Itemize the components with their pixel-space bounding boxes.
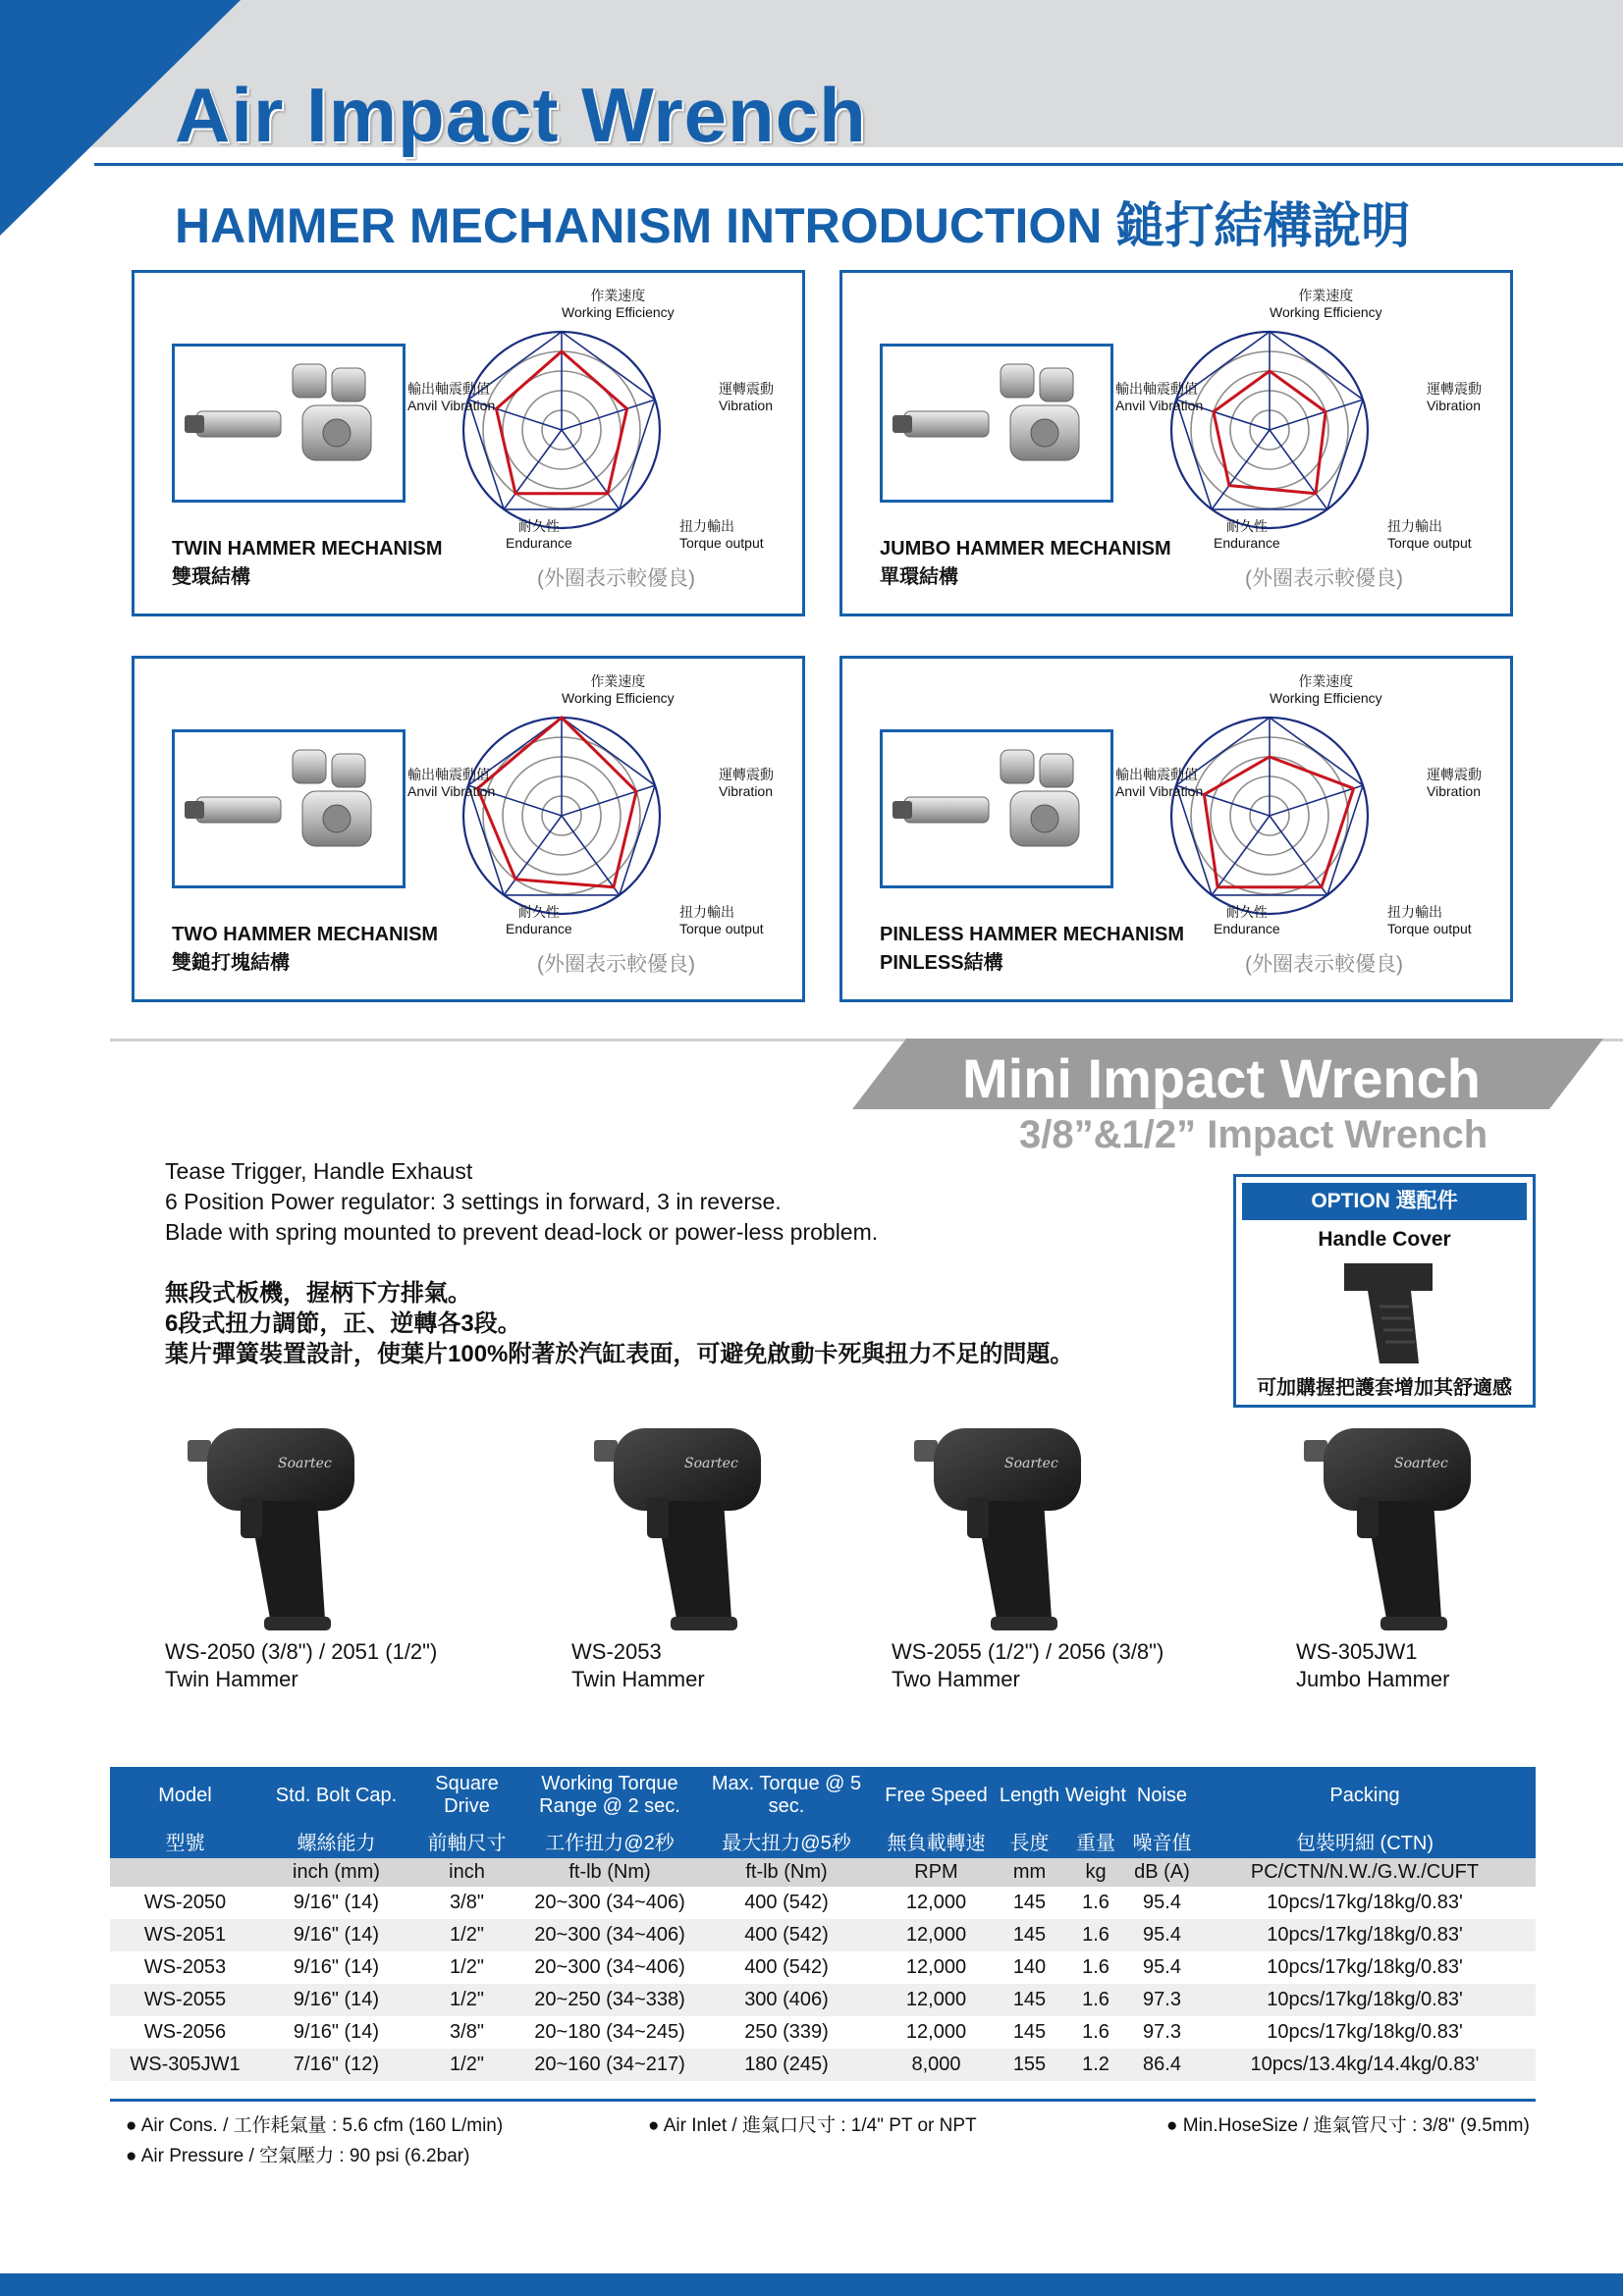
tool-hammer-type: Jumbo Hammer [1296,1667,1450,1691]
table-cell: 20~250 (34~338) [521,1984,698,2016]
mechanism-parts-illustration [883,732,1110,885]
section-heading: HAMMER MECHANISM INTRODUCTION 鎚打結構說明 [175,198,1411,253]
tool-hammer-type: Two Hammer [892,1667,1020,1691]
table-cell: 1/2" [412,1919,521,1951]
brand-label: Soartec [278,1456,332,1471]
table-cell: 1/2" [450,1956,484,1978]
impact-wrench-image [180,1399,376,1634]
table-units-row [110,1858,1536,1887]
table-cell: 9/16" (14) [293,1956,380,1978]
table-cell: 9/16" (14) [293,2021,380,2043]
table-cell: 300 (406) [698,1984,875,2016]
table-cell: dB (A) [1130,1858,1194,1887]
table-cell: 95.4 [1130,1919,1194,1951]
spec-table [110,1767,1536,2081]
table-cell: 12,000 [905,2021,967,2043]
table-cell: 12,000 [875,1984,998,2016]
option-item: Handle Cover [1318,1228,1451,1251]
table-cell: 1/2" [412,2049,521,2081]
table-cell: 20~300 (34~406) [534,1956,685,1978]
tool-model: WS-305JW1 [1296,1639,1418,1664]
radar-label-anvil-vibration: 輸出軸震動值 Anvil Vibration [407,381,496,413]
table-row [110,1919,1536,1951]
table-cell: 前軸尺寸 [412,1824,521,1858]
table-cell: 10pcs/13.4kg/14.4kg/0.83' [1194,2049,1536,2081]
footer-band [0,2273,1623,2296]
table-cell: 12,000 [905,1892,967,1913]
table-cell: 12,000 [905,1956,967,1978]
mechanism-photo [880,729,1113,888]
table-cell: 250 (339) [744,2021,829,2043]
table-cell: 1.2 [1061,2049,1130,2081]
table-cell: 20~160 (34~217) [521,2049,698,2081]
mechanism-photo [880,344,1113,503]
mechanism-name-cn: 單環結構 [880,566,958,588]
table-cell: 1.6 [1082,1956,1109,1978]
mechanism-parts-illustration [883,347,1110,500]
table-cell: 97.3 [1143,2021,1181,2043]
note-min-hose-size: ● Min.HoseSize / 進氣管尺寸 : 3/8" (9.5mm) [1166,2115,1530,2136]
table-cell: WS-2053 [143,1956,227,1978]
radar-legend-note: (外圈表示較優良) [1245,567,1403,590]
table-cell [110,1858,260,1887]
mechanism-name-cn: PINLESS結構 [880,952,1003,974]
table-cell: WS-305JW1 [110,2049,260,2081]
table-cell: 145 [998,1984,1061,2016]
mechanism-parts-illustration [175,347,403,500]
table-cell: 1.6 [1061,1984,1130,2016]
mechanism-photo [172,729,406,888]
title-rule [94,163,1623,166]
table-cell: 10pcs/17kg/18kg/0.83' [1267,2021,1463,2043]
table-cell: 無負載轉速 [875,1824,998,1858]
mechanism-panel-2 [839,270,1513,616]
table-cell: 10pcs/17kg/18kg/0.83' [1267,1956,1463,1978]
radar-label-endurance: 耐久性 Endurance [1214,904,1280,936]
table-cell: Max. Torque @ 5 sec. [698,1767,875,1824]
table-cell: 12,000 [875,1919,998,1951]
mechanism-panel-1 [132,270,805,616]
table-cell: Std. Bolt Cap. [260,1767,412,1824]
table-row [110,1984,1536,2016]
table-cell: 97.3 [1130,1984,1194,2016]
table-cell: 噪音值 [1130,1824,1194,1858]
tool-model: WS-2055 (1/2") / 2056 (3/8") [892,1639,1164,1664]
table-cell: 145 [1012,2021,1047,2043]
table-cell: 400 (542) [744,1892,829,1913]
table-cell: 最大扭力@5秒 [698,1824,875,1858]
feature-line-1: Tease Trigger, Handle Exhaust [165,1158,473,1184]
tool-item-4 [1296,1399,1492,1691]
table-cell: 95.4 [1143,1956,1181,1978]
table-cell: Noise [1130,1767,1194,1824]
radar-score-polygon [477,718,636,887]
mechanism-name: TWO HAMMER MECHANISM [172,924,439,945]
note-air-inlet: ● Air Inlet / 進氣口尺寸 : 1/4" PT or NPT [648,2115,977,2136]
table-cell: WS-2050 [143,1892,227,1913]
radar-label-torque-output: 扭力輸出 Torque output [1387,518,1472,551]
table-cell: PC/CTN/N.W./G.W./CUFT [1194,1858,1536,1887]
table-cell: ft-lb (Nm) [698,1858,875,1887]
mechanism-name: TWIN HAMMER MECHANISM [172,538,443,560]
table-cell: 400 (542) [698,1919,875,1951]
table-cell: Working Torque Range @ 2 sec. [521,1767,698,1824]
table-row [110,2016,1536,2049]
radar-axis [562,785,655,816]
table-cell: 包裝明細 (CTN) [1194,1824,1536,1858]
radar-legend-note: (外圈表示較優良) [537,567,695,590]
table-header-cn-row [110,1824,1536,1858]
table-cell: 8,000 [875,2049,998,2081]
table-cell: 140 [1012,1956,1047,1978]
table-cell: 1.6 [1061,1919,1130,1951]
mini-title: Mini Impact Wrench [962,1047,1481,1109]
radar-label-vibration: 運轉震動 Vibration [1427,381,1482,413]
radar-label-torque-output: 扭力輸出 Torque output [679,518,764,551]
mechanism-name-cn: 雙鎚打塊結構 [172,952,290,974]
radar-label-endurance: 耐久性 Endurance [506,518,572,551]
radar-label-working-efficiency: 作業速度 Working Efficiency [562,673,675,706]
radar-legend-note: (外圈表示較優良) [1245,953,1403,976]
option-header: OPTION 選配件 [1242,1183,1527,1220]
brand-label: Soartec [684,1456,738,1471]
table-cell: inch (mm) [260,1858,412,1887]
table-cell: 10pcs/17kg/18kg/0.83' [1194,1919,1536,1951]
table-cell: kg [1061,1858,1130,1887]
radar-label-anvil-vibration: 輸出軸震動值 Anvil Vibration [1115,767,1204,799]
table-row [110,1887,1536,1919]
table-cell: 400 (542) [744,1956,829,1978]
radar-label-anvil-vibration: 輸出軸震動值 Anvil Vibration [1115,381,1204,413]
impact-wrench-image [586,1399,783,1634]
table-cell: 20~180 (34~245) [534,2021,685,2043]
radar-label-vibration: 運轉震動 Vibration [719,767,774,799]
table-header-row [110,1767,1536,1824]
table-cell: 9/16" (14) [293,1892,380,1913]
table-cell: 7/16" (12) [260,2049,412,2081]
radar-axis [1270,816,1327,895]
table-cell: 型號 [110,1824,260,1858]
radar-label-endurance: 耐久性 Endurance [1214,518,1280,551]
tool-model: WS-2053 [571,1639,662,1664]
feature-cn-line-3: 葉片彈簧裝置設計，使葉片100%附著於汽缸表面，可避免啟動卡死與扭力不足的問題。 [165,1341,1074,1367]
table-cell: 1/2" [412,1984,521,2016]
radar-axis [562,430,620,509]
tool-model: WS-2050 (3/8") / 2051 (1/2") [165,1639,438,1664]
table-cell: 145 [1012,1892,1047,1913]
table-cell: 工作扭力@2秒 [521,1824,698,1858]
mechanism-parts-illustration [175,732,403,885]
table-cell: 1.6 [1082,2021,1109,2043]
handle-cover-image [1334,1257,1442,1367]
page-title: Air Impact Wrench [175,72,867,158]
mechanism-name: PINLESS HAMMER MECHANISM [880,924,1185,945]
table-cell: Packing [1194,1767,1536,1824]
radar-axis [1212,816,1270,895]
feature-cn-line-2: 6段式扭力調節，正、逆轉各3段。 [165,1310,521,1337]
table-cell: 長度 [998,1824,1061,1858]
table-cell: Free Speed [875,1767,998,1824]
radar-axis [562,400,655,430]
mechanism-name: JUMBO HAMMER MECHANISM [880,538,1171,560]
table-cell: 10pcs/17kg/18kg/0.83' [1194,1984,1536,2016]
table-cell: inch [412,1858,521,1887]
radar-label-torque-output: 扭力輸出 Torque output [679,904,764,936]
radar-axis [504,430,562,509]
table-cell: 1.6 [1082,1892,1109,1913]
mechanism-panel-4 [839,656,1513,1002]
table-cell: 145 [998,1919,1061,1951]
table-cell: 155 [998,2049,1061,2081]
table-cell: 9/16" (14) [260,1919,412,1951]
feature-cn-line-1: 無段式板機，握柄下方排氣。 [165,1280,471,1307]
radar-label-anvil-vibration: 輸出軸震動值 Anvil Vibration [407,767,496,799]
table-cell: 螺絲能力 [260,1824,412,1858]
radar-label-torque-output: 扭力輸出 Torque output [1387,904,1472,936]
impact-wrench-image [1296,1399,1492,1634]
table-cell: WS-2051 [110,1919,260,1951]
table-cell: 重量 [1061,1824,1130,1858]
feature-line-2: 6 Position Power regulator: 3 settings in forward, 3 in reverse. [165,1189,782,1214]
table-cell: 3/8" [450,2021,484,2043]
radar-legend-note: (外圈表示較優良) [537,953,695,976]
table-cell: 20~300 (34~406) [521,1919,698,1951]
option-box [1233,1174,1536,1408]
impact-wrench-image [906,1399,1103,1634]
table-cell: WS-2055 [110,1984,260,2016]
radar-label-working-efficiency: 作業速度 Working Efficiency [1270,673,1382,706]
radar-label-vibration: 運轉震動 Vibration [719,381,774,413]
table-cell: 9/16" (14) [260,1984,412,2016]
table-bottom-rule [110,2099,1536,2102]
table-cell: 86.4 [1130,2049,1194,2081]
table-cell: ft-lb (Nm) [521,1858,698,1887]
brand-label: Soartec [1394,1456,1448,1471]
feature-line-3: Blade with spring mounted to prevent dead-lock or power-less problem. [165,1219,879,1245]
table-cell: 3/8" [450,1892,484,1913]
table-cell: Weight [1061,1767,1130,1824]
radar-label-endurance: 耐久性 Endurance [506,904,572,936]
mechanism-name-cn: 雙環結構 [172,566,250,588]
table-cell: 20~300 (34~406) [534,1892,685,1913]
tool-item-1 [165,1399,438,1691]
radar-label-working-efficiency: 作業速度 Working Efficiency [1270,288,1382,320]
note-air-consumption: ● Air Cons. / 工作耗氣量 : 5.6 cfm (160 L/min) [126,2115,504,2136]
table-cell: RPM [875,1858,998,1887]
tool-hammer-type: Twin Hammer [165,1667,298,1691]
table-row [110,1951,1536,1984]
table-row [110,2049,1536,2081]
brand-label: Soartec [1004,1456,1058,1471]
table-cell: Length [998,1767,1061,1824]
mechanism-panel-3 [132,656,805,1002]
tool-hammer-type: Twin Hammer [571,1667,705,1691]
tool-item-3 [892,1399,1164,1691]
table-cell: Model [110,1767,260,1824]
mini-subtitle: 3/8”&1/2” Impact Wrench [1019,1113,1488,1156]
tool-item-2 [571,1399,783,1691]
table-cell: 180 (245) [698,2049,875,2081]
table-cell: Square Drive [412,1767,521,1824]
option-caption: 可加購握把護套增加其舒適感 [1257,1377,1512,1399]
note-air-pressure: ● Air Pressure / 空氣壓力 : 90 psi (6.2bar) [126,2146,470,2166]
table-cell: mm [998,1858,1061,1887]
table-cell: 10pcs/17kg/18kg/0.83' [1267,1892,1463,1913]
radar-label-working-efficiency: 作業速度 Working Efficiency [562,288,675,320]
table-cell: WS-2056 [143,2021,227,2043]
mechanism-photo [172,344,406,503]
table-cell: 95.4 [1143,1892,1181,1913]
radar-label-vibration: 運轉震動 Vibration [1427,767,1482,799]
